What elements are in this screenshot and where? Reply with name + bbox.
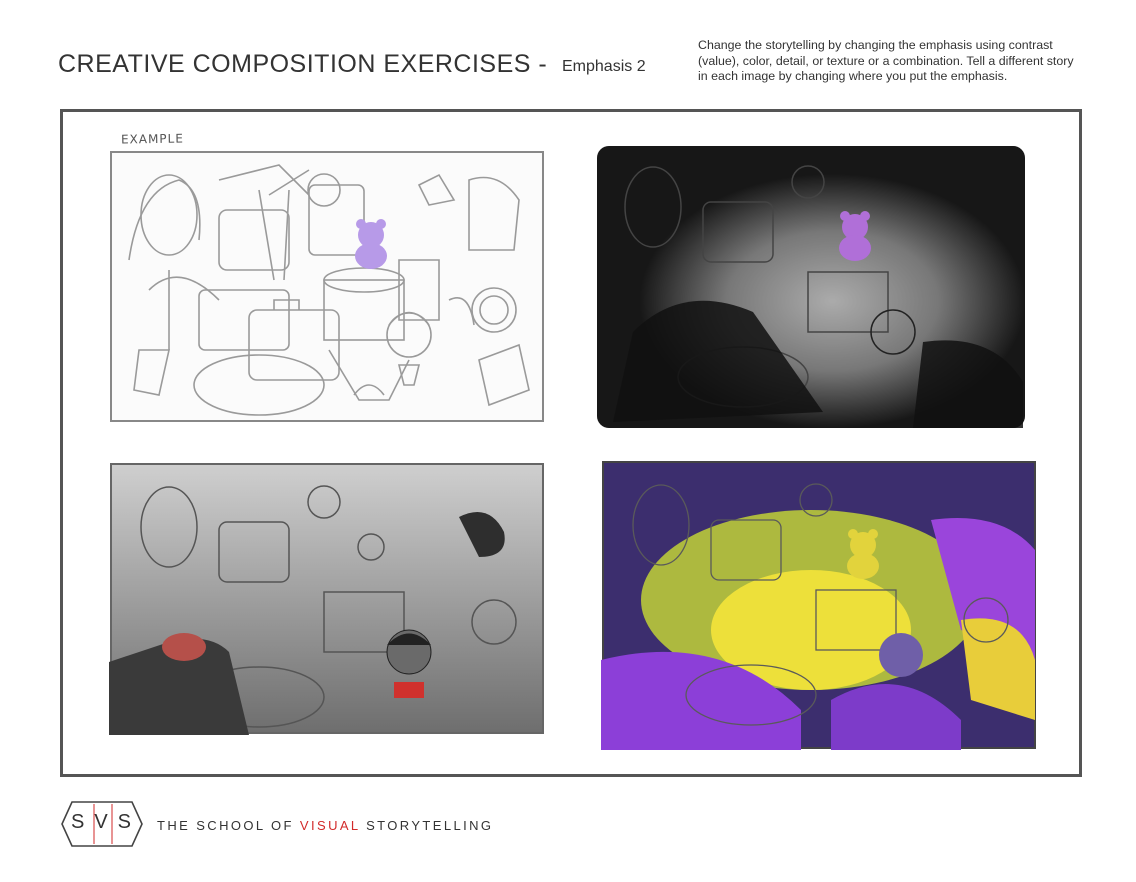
page-subtitle: Emphasis 2 — [562, 58, 646, 75]
school-name-accent: VISUAL — [299, 818, 361, 833]
example-sketch-illustration — [109, 150, 545, 423]
color-accent-panel — [109, 462, 545, 735]
school-name-part-1: THE SCHOOL OF — [157, 818, 300, 833]
red-accent-object — [162, 633, 206, 661]
color-emphasis-panel — [601, 460, 1037, 750]
exercise-frame — [60, 109, 1082, 777]
value-emphasis-illustration — [593, 142, 1029, 432]
school-name-part-2: STORYTELLING — [360, 818, 494, 833]
red-shirt-accent — [394, 682, 424, 698]
instructions-text: Change the storytelling by changing the emphasis using contrast (value), color, detail, or texture or a combination. Tell a different story in each image by changing where you put the emphasis. — [698, 38, 1074, 83]
value-emphasis-panel — [593, 142, 1029, 432]
school-name — [157, 818, 493, 833]
example-label: EXAMPLE — [120, 131, 184, 147]
logo-letters: SVS — [70, 811, 142, 833]
color-emphasis-illustration — [601, 460, 1037, 750]
page-title: CREATIVE COMPOSITION EXERCISES - — [58, 50, 548, 78]
example-sketch-panel — [109, 150, 545, 423]
color-accent-illustration — [109, 462, 545, 735]
